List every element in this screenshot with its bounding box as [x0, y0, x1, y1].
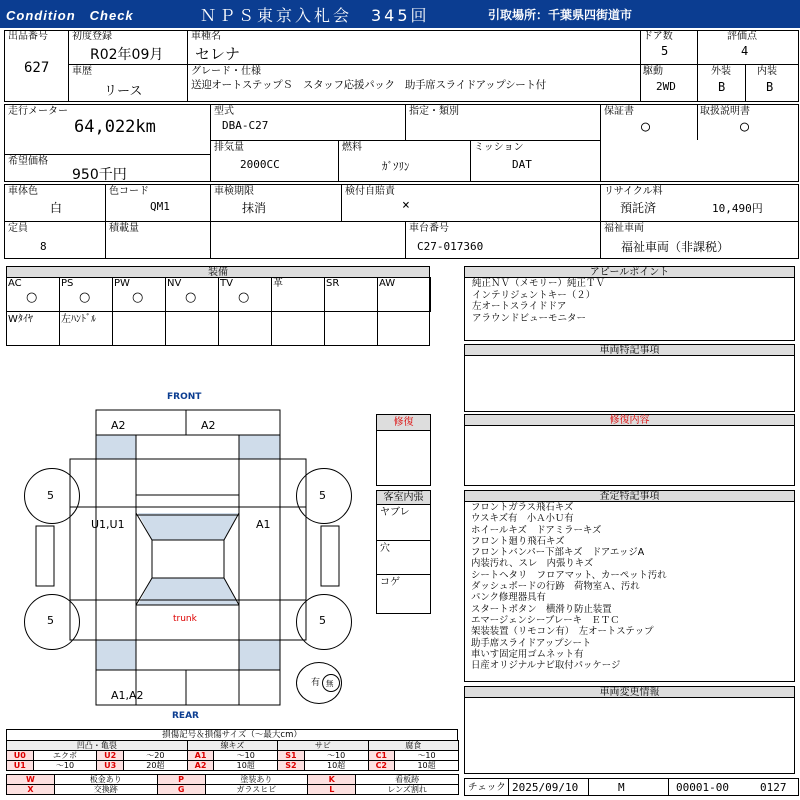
legend-cell: S2 — [278, 761, 305, 771]
equip-value: ○ — [132, 290, 144, 305]
cabin-burn: コゲ — [380, 577, 400, 588]
score-value: 4 — [741, 44, 749, 58]
legend-cell: U2 — [97, 751, 124, 761]
first-registration: R02年09月 — [90, 47, 164, 63]
equip-value: ○ — [79, 290, 91, 305]
auto-label: 検付自賠責 — [345, 186, 395, 197]
equip-w-tire: Wﾀｲﾔ — [8, 314, 33, 325]
equip-key: AW — [379, 278, 396, 289]
chassis-label: 車台番号 — [409, 223, 449, 234]
manual-value: ○ — [740, 117, 750, 135]
tire-fr-value: 5 — [319, 489, 326, 502]
mileage-label: 走行メーター — [8, 106, 68, 117]
equip-key: PS — [61, 278, 74, 289]
equip-key: 革 — [273, 278, 283, 289]
equip-value: ○ — [238, 290, 250, 305]
legend-cell: ガラスヒビ — [205, 785, 308, 795]
legend-cell: 10超 — [214, 761, 278, 771]
equipment-title: 装備 — [7, 267, 429, 278]
changes-panel — [464, 686, 795, 774]
legend-cell: レンズ割れ — [356, 785, 459, 795]
legend-cell: P — [157, 775, 205, 785]
desig-label: 指定・類別 — [409, 106, 459, 117]
int-label: 内装 — [757, 66, 777, 77]
repair-panel — [464, 414, 795, 486]
legend-cell: L — [308, 785, 356, 795]
special-panel — [464, 344, 795, 412]
chassis-value: C27-017360 — [417, 240, 484, 253]
check-date: 2025/09/10 — [512, 781, 579, 794]
price-value: 950千円 — [72, 167, 127, 183]
legend-cell: エクボ — [33, 751, 97, 761]
code-label: 色コード — [109, 186, 149, 197]
manual-label: 取扱説明書 — [700, 106, 750, 117]
footer-code: 00001-00 — [676, 781, 729, 794]
reg-label: 初度登録 — [72, 31, 112, 42]
equip-key: PW — [114, 278, 130, 289]
legend-cell: 20超 — [123, 761, 187, 771]
model-name: セレナ — [195, 45, 241, 63]
legend-cell: 板金あり — [54, 775, 157, 785]
equip-key: SR — [326, 278, 340, 289]
history-label: 車歴 — [72, 66, 92, 77]
legend-cell: W — [7, 775, 55, 785]
drive-label: 駆動 — [643, 66, 663, 77]
disp-label: 排気量 — [214, 142, 244, 153]
repair-box-title: 修復 — [377, 415, 430, 431]
tire-rl-value: 5 — [47, 614, 54, 627]
legend-cell: 塗装あり — [205, 775, 308, 785]
damage-right-side: A1 — [256, 518, 271, 531]
recycle-status: 預託済 — [620, 201, 657, 215]
damage-legend-table — [6, 740, 459, 771]
lot-number: 627 — [24, 60, 50, 76]
legend-group: サビ — [278, 741, 368, 751]
type-label: 型式 — [214, 106, 234, 117]
brand-title: Condition Check — [6, 8, 134, 23]
repair-legend-table — [6, 774, 459, 795]
spare-mark-value: 無 — [326, 679, 334, 688]
pickup-location: 引取場所：千葉県四街道市 — [488, 8, 633, 22]
cabin-hole: 穴 — [380, 543, 390, 554]
front-label: FRONT — [167, 392, 202, 402]
rear-label: REAR — [172, 711, 199, 721]
legend-cell: C2 — [368, 761, 395, 771]
lot-label: 出品番号 — [8, 31, 48, 42]
grade-value: 送迎オートステップＳ スタッフ応援パック 助手席スライドアップシート付 — [191, 79, 546, 91]
trunk-label: trunk — [173, 614, 197, 624]
legend-group: 腐食 — [368, 741, 459, 751]
ext-label: 外装 — [711, 66, 731, 77]
type-value: DBA-C27 — [222, 119, 269, 132]
recycle-label: リサイクル料 — [604, 186, 663, 197]
color-label: 車体色 — [8, 186, 38, 197]
legend-cell: 10超 — [395, 761, 459, 771]
legend-cell: ～10 — [214, 751, 278, 761]
inspect-value: 抹消 — [242, 201, 267, 215]
equip-key: NV — [167, 278, 182, 289]
welfare-label: 福祉車両 — [604, 223, 644, 234]
tire-rr-value: 5 — [319, 614, 326, 627]
disp-value: 2000CC — [240, 158, 280, 171]
findings-text: フロントガラス飛石キズ ウスキズ有 小Ａ小Ｕ有 ホイールキズ ドアミラーキズ フロント廻り飛石キズ フロントバンパー下部キズ ドアエッジA 内装汚れ、スレ 内張りキズ シートヘタリ フロアマット、カーペット汚れ ダッシュボードの行跡 荷物室Ａ、汚れ パンク修理器具有 スタートボタン 横滑り防止装置 エマージェンシーブレーキ ＥＴＣ 架装装置（リモコン有） 左オートステップ 助手席スライドアップシート 車いす固定用ゴムネット有 日産オリジナルナビ取付パッケージ — [471, 502, 667, 672]
fuel-label: 燃料 — [342, 142, 362, 153]
int-value: B — [766, 80, 774, 94]
mission-label: ミッション — [474, 142, 524, 153]
legend-cell: A2 — [187, 761, 214, 771]
damage-left-side: U1,U1 — [91, 518, 125, 531]
special-title: 車両特記事項 — [465, 345, 794, 356]
legend-title: 損傷記号＆損傷サイズ（～最大cm） — [6, 729, 458, 740]
changes-title: 車両変更情報 — [465, 687, 794, 698]
inspect-label: 車検期限 — [214, 186, 254, 197]
equip-left-handle: 左ﾊﾝﾄﾞﾙ — [61, 314, 96, 325]
tire-fl-value: 5 — [47, 489, 54, 502]
legend-cell: ～10 — [395, 751, 459, 761]
legend-cell: X — [7, 785, 55, 795]
findings-title: 査定特記事項 — [465, 491, 794, 502]
ext-value: B — [718, 80, 726, 94]
doors-value: 5 — [661, 44, 669, 58]
legend-cell: 交換跡 — [54, 785, 157, 795]
appeal-text: 純正ＮＶ（メモリー）純正ＴＶ インテリジェントキー（２） 左オートスライドドア アラウンドビューモニター — [472, 278, 606, 324]
capacity-label: 定員 — [8, 223, 28, 234]
legend-cell: 看板跡 — [356, 775, 459, 785]
model-label: 車種名 — [191, 31, 221, 42]
repair-title: 修復内容 — [465, 415, 794, 426]
legend-group: 線キズ — [187, 741, 277, 751]
grade-label: グレード・仕様 — [191, 66, 261, 77]
appeal-title: アピールポイント — [465, 267, 794, 278]
legend-cell: ～20 — [123, 751, 187, 761]
damage-rear: A1,A2 — [111, 689, 144, 702]
legend-cell: ～10 — [304, 751, 368, 761]
damage-front-left: A2 — [111, 419, 126, 432]
auction-title: ＮＰＳ東京入札会 345回 — [200, 6, 430, 25]
fuel-value: ｶﾞｿﾘﾝ — [382, 160, 410, 173]
equip-key: TV — [220, 278, 233, 289]
mission-value: DAT — [512, 158, 532, 171]
warranty-label: 保証書 — [604, 106, 634, 117]
code-value: QM1 — [150, 200, 170, 213]
legend-cell: 10超 — [304, 761, 368, 771]
footer-number: 0127 — [760, 781, 787, 794]
recycle-fee: 10,490円 — [712, 202, 763, 215]
equip-value: ○ — [26, 290, 38, 305]
legend-cell: G — [157, 785, 205, 795]
legend-cell: ～10 — [33, 761, 97, 771]
inspector-mark: M — [618, 781, 625, 794]
damage-front-right: A2 — [201, 419, 216, 432]
equip-value: ○ — [185, 290, 197, 305]
cabin-tear: ヤブレ — [380, 507, 410, 518]
legend-cell: U0 — [7, 751, 34, 761]
doors-label: ドア数 — [643, 31, 673, 42]
legend-cell: A1 — [187, 751, 214, 761]
legend-cell: S1 — [278, 751, 305, 761]
warranty-value: ○ — [641, 117, 651, 135]
auto-value: × — [402, 198, 410, 213]
welfare-value: 福祉車両（非課税） — [621, 240, 730, 254]
score-label: 評価点 — [727, 31, 757, 42]
legend-cell: U3 — [97, 761, 124, 771]
legend-cell: U1 — [7, 761, 34, 771]
legend-cell: C1 — [368, 751, 395, 761]
cabin-title: 客室内張 — [377, 491, 430, 505]
legend-cell: K — [308, 775, 356, 785]
color-value: 白 — [50, 201, 63, 215]
load-label: 積載量 — [109, 223, 139, 234]
mileage-value: 64,022km — [74, 117, 156, 137]
repair-box — [376, 414, 431, 486]
equip-key: AC — [8, 278, 22, 289]
header-bar — [0, 0, 800, 28]
capacity-value: 8 — [40, 240, 47, 253]
history-value: リース — [104, 84, 143, 99]
spare-value: 有 — [311, 678, 321, 688]
legend-group: 凹凸・亀裂 — [7, 741, 188, 751]
check-label: チェック — [468, 782, 506, 793]
drive-value: 2WD — [656, 80, 676, 93]
price-label: 希望価格 — [8, 156, 48, 167]
